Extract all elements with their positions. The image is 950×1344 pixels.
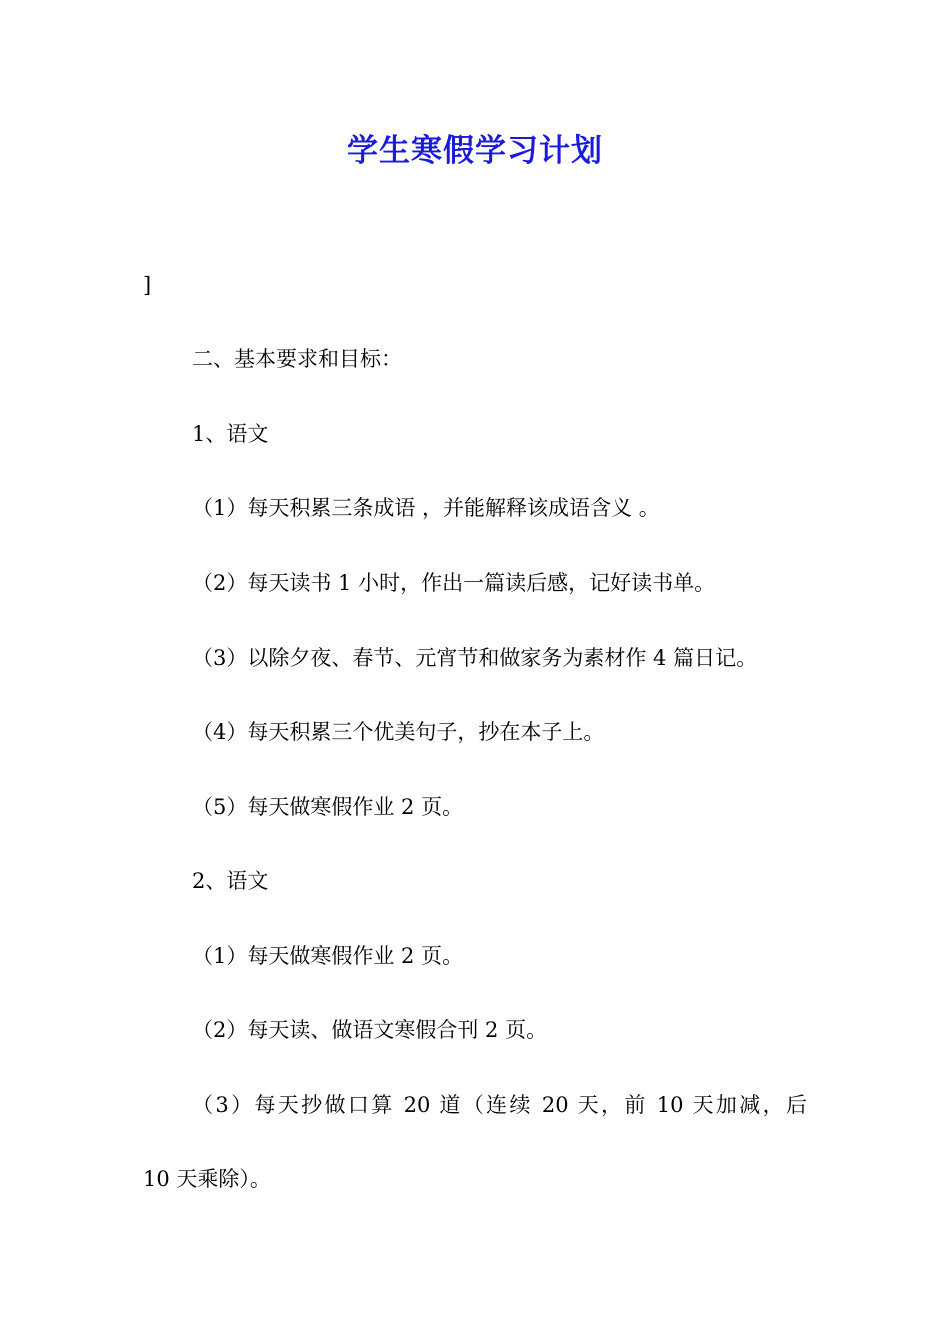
list-item: （1）每天积累三条成语 ，并能解释该成语含义 。 <box>192 496 660 520</box>
section-heading-requirements: 二、基本要求和目标： <box>192 347 402 371</box>
subsection-heading-chinese-2: 2、语文 <box>192 869 269 893</box>
list-item: （4）每天积累三个优美句子，抄在本子上。 <box>192 720 605 744</box>
list-item: （1）每天做寒假作业 2 页。 <box>192 944 464 968</box>
stray-bracket: ] <box>143 273 152 297</box>
document-title: 学生寒假学习计划 <box>347 133 603 169</box>
list-item: （3）每天抄做口算 20 道（连续 20 天，前 10 天加减，后 <box>192 1093 807 1117</box>
list-item: （5）每天做寒假作业 2 页。 <box>192 795 464 819</box>
subsection-heading-chinese-1: 1、语文 <box>192 422 269 446</box>
list-item: （2）每天读书 1 小时，作出一篇读后感，记好读书单。 <box>192 571 716 595</box>
list-item: （3）以除夕夜、春节、元宵节和做家务为素材作 4 篇日记。 <box>192 646 758 670</box>
list-item-continuation: 10 天乘除）。 <box>143 1167 271 1191</box>
list-item: （2）每天读、做语文寒假合刊 2 页。 <box>192 1018 548 1042</box>
